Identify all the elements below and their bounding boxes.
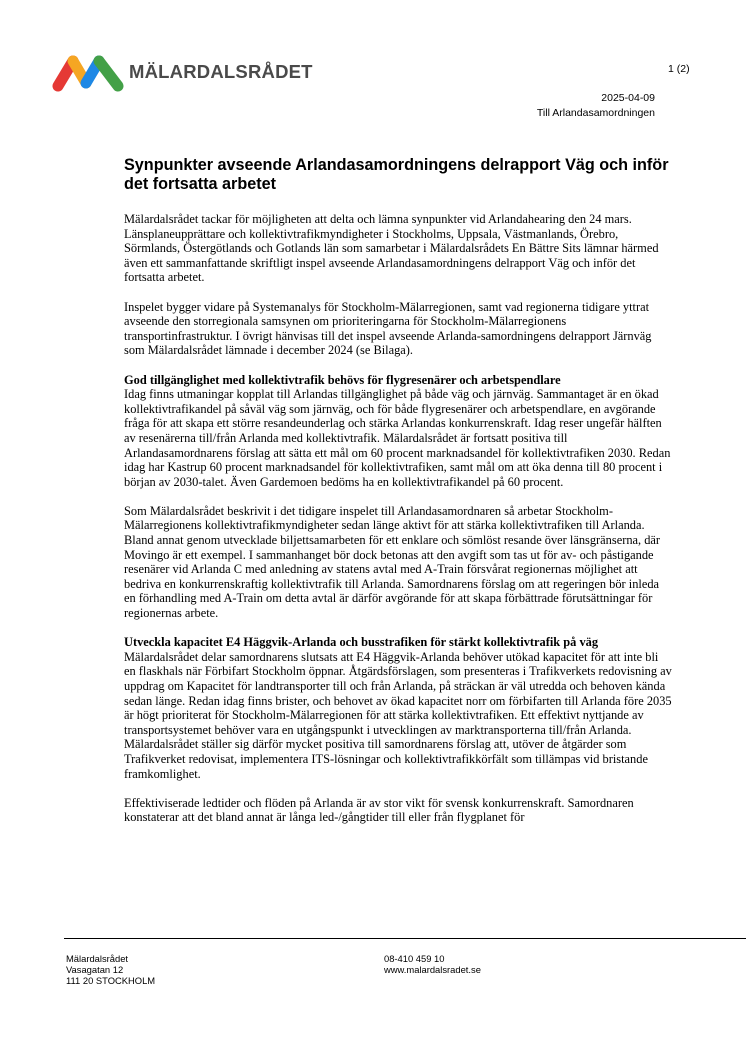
document-title: Synpunkter avseende Arlandasamordningens delrapport Väg och inför det fortsatta arbetet: [124, 156, 669, 193]
malardalsradet-logo-icon: [52, 52, 126, 92]
footer-org: Mälardalsrådet: [66, 953, 129, 964]
section-1-heading: God tillgänglighet med kollektivtrafik behövs för flygresenärer och arbetspendlare: [124, 372, 561, 387]
org-name: MÄLARDALSRÅDET: [129, 61, 313, 82]
section-1-paragraph-2: Som Mälardalsrådet beskrivit i det tidigare inspelet till Arlandasamordnaren så arbetar Stockholm-Mälarregionens kollektivtrafikmyndigheter sedan länge aktivt för att stärka kollektivtrafiken till Arlanda. Bland annat genom utvecklade biljettsamarbeten för ett enklare och sömlöst resande över länsgränserna, där Movingo är ett exempel. I sammanhanget bör dock betonas att den avgift som tas ut för av- och påstigande resenärer vid Arlanda C med anledning av statens avtal med A-Train försvårat regionernas möjlighet att bedriva en konkurrenskraftig kollektivtrafik till Arlanda. Samordnarens förslag om att regeringen bör inleda en förhandling med A-Train om detta avtal är därför avgörande för att skapa förbättrade förutsättningar för regionernas arbete.: [124, 503, 661, 621]
page-number: 1 (2): [668, 63, 690, 75]
footer-divider: [64, 938, 746, 939]
intro-paragraph-2: Inspelet bygger vidare på Systemanalys för Stockholm-Mälarregionen, samt vad regionerna tidigare yttrat avseende den storregionala samsynen om prioriteringarna för Stockholm-Mälarregionens transportinfrastruktur. I övrigt hänvisas till det inspel avseende Arlanda-samordningens delrapport Järnväg som Mälardalsrådet lämnade i december 2024 (se Bilaga).: [124, 299, 652, 358]
recipient: Till Arlandasamordningen: [536, 107, 655, 119]
section-2-heading: Utveckla kapacitet E4 Häggvik-Arlanda och busstrafiken för stärkt kollektivtrafik på väg: [124, 635, 599, 650]
footer-phone: 08-410 459 10: [384, 953, 445, 964]
section-2: [124, 635, 672, 781]
footer-contact: [384, 953, 481, 975]
footer-address: [66, 953, 155, 987]
section-1-paragraph-1: Idag finns utmaningar kopplat till Arlandas tillgänglighet på både väg och järnväg. Sammantaget är en ökad kollektivtrafikandel på såväl väg som järnväg, och för både flygresenärer och arbetspendlare, en avgörande fråga för att skapa ett större resandeunderlag och stärka Arlandas konkurrenskraft. Idag reser ungefär hälften av resenärerna till/från Arlanda med kollektivtrafik. Mälardalsrådet är fortsatt positiva till Arlandasamordnarens förslag att sätta ett mål om 60 procent marknadsandel för kollektivtrafiken 2030. Redan idag har Kastrup 60 procent marknadsandel för kollektivtrafiken, samt mål om att öka denna till 80 procent i början av 2030-talet. Även Gardemoen bedöms ha en kollektivtrafikandel på 60 procent.: [124, 387, 671, 489]
logo-stroke-green: [99, 61, 118, 86]
intro-paragraph-1: Mälardalsrådet tackar för möjligheten att delta och lämna synpunkter vid Arlandahearing den 24 mars. Länsplaneupprättare och kollektivtrafikmyndigheter i Stockholms, Uppsala, Västmanlands, Örebro, Sörmlands, Östergötlands och Gotlands län som samarbetar i Mälardalsrådets En Bättre Sits lämnar härmed även ett sammanfattande skriftligt inspel avseende Arlandasamordningens delrapport Väg och inför det fortsatta arbetet.: [124, 212, 659, 285]
footer-city: 111 20 STOCKHOLM: [66, 975, 156, 987]
document-date: 2025-04-09: [601, 92, 655, 104]
section-1: [124, 373, 672, 490]
footer-website[interactable]: www.malardalsradet.se: [384, 964, 481, 976]
section-2-paragraph-1: Mälardalsrådet delar samordnarens slutsats att E4 Häggvik-Arlanda behöver utökad kapacitet för att inte bli en flaskhals när Förbifart Stockholm öppnar. Åtgärdsförslagen, som presenteras i Trafikverkets redovisning av uppdrag om Kapacitet för landtransporter till och från Arlanda, på sträckan är väl utredda och behoven kända sedan länge. Redan idag finns brister, och behovet av ökad kapacitet norr om förbifarten till Arlanda före 2035 är högt prioriterat för Stockholm-Mälarregionen för att stärka kollektivtrafiken. Ett effektivt nyttjande av transportsystemet behöver vara en utgångspunkt i utvecklingen av marktransporterna till/från Arlanda. Mälardalsrådet ställer sig därför mycket positiva till samordnarens förslag att, utöver de åtgärder som Trafikverket redovisat, implementera ITS-lösningar och kollektivtrafikkörfält som tillämpas vid bristande framkomlighet.: [124, 649, 672, 781]
footer-street: Vasagatan 12: [66, 964, 124, 976]
section-2-paragraph-2: Effektiviserade ledtider och flöden på Arlanda är av stor vikt för svensk konkurrenskraft. Samordnaren konstaterar att det bland annat är långa led-/gångtider till eller från flygplanet för: [124, 795, 634, 825]
document-body: [124, 212, 672, 840]
